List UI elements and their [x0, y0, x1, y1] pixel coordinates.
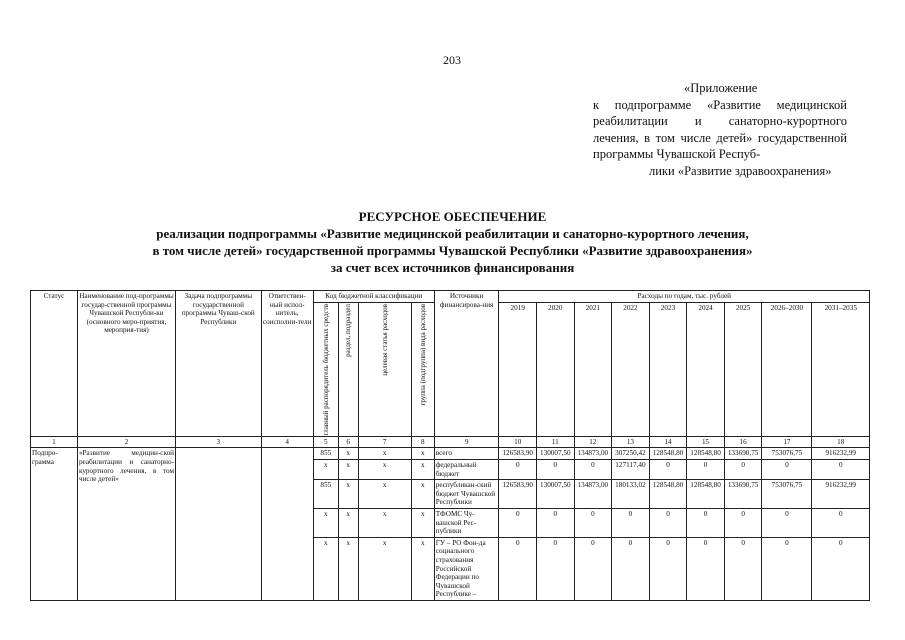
- value-cell: 126583,90: [499, 480, 537, 509]
- value-cell: 916232,99: [812, 448, 870, 460]
- value-cell: 0: [537, 537, 575, 600]
- title-line-1: РЕСУРСНОЕ ОБЕСПЕЧЕНИЕ: [358, 209, 547, 224]
- value-cell: 0: [724, 508, 762, 537]
- bc-section-cell: х: [338, 537, 358, 600]
- column-number: 9: [434, 436, 499, 448]
- bc-section-cell: х: [338, 460, 358, 480]
- column-number: 12: [574, 436, 612, 448]
- header-year: 2022: [612, 302, 650, 436]
- header-responsible: Ответствен-ный испол-нитель, соисполни-тели: [261, 291, 313, 437]
- value-cell: 133690,75: [724, 448, 762, 460]
- bc-section-cell: х: [338, 508, 358, 537]
- value-cell: 0: [537, 460, 575, 480]
- value-cell: 128548,80: [687, 480, 725, 509]
- header-year: 2024: [687, 302, 725, 436]
- column-number: 3: [176, 436, 262, 448]
- value-cell: 0: [649, 508, 687, 537]
- header-bc-main-manager: главный распорядитель бюджетных средств: [321, 303, 330, 435]
- value-cell: 307250,42: [612, 448, 650, 460]
- bc-group-cell: х: [411, 448, 434, 460]
- task-cell: [176, 448, 262, 601]
- column-number: 1: [31, 436, 78, 448]
- source-cell: ГУ – РО Фон-да социального страхования Российской Федерации по Чувашской Республике –: [434, 537, 499, 600]
- value-cell: 128548,80: [649, 480, 687, 509]
- value-cell: 0: [724, 537, 762, 600]
- header-bc-target-article: целевая статья расходов: [380, 303, 389, 376]
- value-cell: 0: [762, 508, 812, 537]
- column-number: 5: [313, 436, 338, 448]
- header-name: Наименование под-программы государ-ственной программы Чувашской Республи-ки (основного меро-приятия, мероприя-тия): [77, 291, 175, 437]
- column-number: 2: [77, 436, 175, 448]
- value-cell: 0: [574, 508, 612, 537]
- bc-target-cell: х: [358, 480, 411, 509]
- value-cell: 753076,75: [762, 480, 812, 509]
- header-bc-section: раздел, подраздел: [344, 303, 353, 357]
- bc-section-cell: х: [338, 480, 358, 509]
- subprogram-name-cell: «Развитие медицин-ской реабилитации и санаторно-курортного лечения, в том числе детей»: [77, 448, 175, 601]
- header-year: 2026–2030: [762, 302, 812, 436]
- value-cell: 0: [649, 460, 687, 480]
- header-year: 2021: [574, 302, 612, 436]
- value-cell: 0: [612, 508, 650, 537]
- bc-target-cell: х: [358, 537, 411, 600]
- column-numbers-row: [31, 436, 870, 448]
- header-year: 2020: [537, 302, 575, 436]
- column-number: 7: [358, 436, 411, 448]
- responsible-cell: [261, 448, 313, 601]
- value-cell: 128548,80: [649, 448, 687, 460]
- value-cell: 0: [499, 537, 537, 600]
- column-number: 4: [261, 436, 313, 448]
- appendix-line-3: лики «Развитие здравоохранения»: [649, 163, 832, 178]
- column-number: 11: [537, 436, 575, 448]
- appendix-note: [593, 80, 847, 179]
- bc-main-manager-cell: х: [313, 508, 338, 537]
- header-year: 2019: [499, 302, 537, 436]
- value-cell: 753076,75: [762, 448, 812, 460]
- header-year: 2031–2035: [812, 302, 870, 436]
- value-cell: 0: [649, 537, 687, 600]
- column-number: 15: [687, 436, 725, 448]
- header-sources: Источники финансирова-ния: [434, 291, 499, 437]
- value-cell: 127117,40: [612, 460, 650, 480]
- page-number: 203: [443, 53, 461, 67]
- value-cell: 133690,75: [724, 480, 762, 509]
- column-number: 16: [724, 436, 762, 448]
- value-cell: 0: [687, 537, 725, 600]
- source-cell: федеральный бюджет: [434, 460, 499, 480]
- title-line-3: в том числе детей» государственной программы Чувашской Республики «Развитие здравоохранения»: [152, 243, 753, 258]
- value-cell: 0: [499, 460, 537, 480]
- bc-main-manager-cell: 855: [313, 448, 338, 460]
- resource-table: [30, 290, 870, 601]
- bc-group-cell: х: [411, 537, 434, 600]
- value-cell: 0: [537, 508, 575, 537]
- bc-group-cell: х: [411, 480, 434, 509]
- bc-target-cell: х: [358, 508, 411, 537]
- column-number: 17: [762, 436, 812, 448]
- column-number: 14: [649, 436, 687, 448]
- appendix-line-2: к подпрограмме «Развитие медицинской реабилитации и санаторно-курортного лечения, в том числе детей» государственной программы Чувашской Респуб-: [593, 97, 847, 161]
- header-bc-expense-group: группа (подгруппа) вида расходов: [418, 303, 427, 406]
- bc-group-cell: х: [411, 508, 434, 537]
- header-task: Задача подпрограммы государственной программы Чуваш-ской Республики: [176, 291, 262, 437]
- value-cell: 180133,02: [612, 480, 650, 509]
- title-line-2: реализации подпрограммы «Развитие медицинской реабилитации и санаторно-курортного лечения,: [156, 226, 749, 241]
- column-number: 18: [812, 436, 870, 448]
- source-cell: всего: [434, 448, 499, 460]
- value-cell: 0: [812, 508, 870, 537]
- value-cell: 0: [724, 460, 762, 480]
- value-cell: 0: [762, 460, 812, 480]
- source-cell: республикан-ский бюджет Чувашской Республики: [434, 480, 499, 509]
- header-year: 2023: [649, 302, 687, 436]
- value-cell: 130007,50: [537, 480, 575, 509]
- column-number: 13: [612, 436, 650, 448]
- value-cell: 0: [812, 460, 870, 480]
- value-cell: 134873,00: [574, 448, 612, 460]
- value-cell: 130007,50: [537, 448, 575, 460]
- bc-target-cell: х: [358, 448, 411, 460]
- bc-main-manager-cell: 855: [313, 480, 338, 509]
- value-cell: 916232,99: [812, 480, 870, 509]
- column-number: 10: [499, 436, 537, 448]
- value-cell: 0: [812, 537, 870, 600]
- value-cell: 0: [687, 460, 725, 480]
- value-cell: 134873,00: [574, 480, 612, 509]
- header-status: Статус: [31, 291, 78, 437]
- value-cell: 126583,90: [499, 448, 537, 460]
- bc-group-cell: х: [411, 460, 434, 480]
- column-number: 8: [411, 436, 434, 448]
- bc-main-manager-cell: х: [313, 537, 338, 600]
- bc-target-cell: х: [358, 460, 411, 480]
- bc-section-cell: х: [338, 448, 358, 460]
- column-number: 6: [338, 436, 358, 448]
- status-cell: Подпро-грамма: [31, 448, 78, 601]
- bc-main-manager-cell: х: [313, 460, 338, 480]
- value-cell: 0: [574, 460, 612, 480]
- value-cell: 128548,80: [687, 448, 725, 460]
- header-budget-code: Код бюджетной классификации: [313, 291, 434, 303]
- table-row: [31, 448, 870, 460]
- appendix-line-1: «Приложение: [684, 81, 758, 95]
- value-cell: 0: [499, 508, 537, 537]
- value-cell: 0: [687, 508, 725, 537]
- header-year: 2025: [724, 302, 762, 436]
- value-cell: 0: [762, 537, 812, 600]
- source-cell: ТФОМС Чу-вашской Рес-публики: [434, 508, 499, 537]
- header-expenses: Расходы по годам, тыс. рублей: [499, 291, 870, 303]
- document-title: [0, 208, 905, 276]
- value-cell: 0: [612, 537, 650, 600]
- value-cell: 0: [574, 537, 612, 600]
- title-line-4: за счет всех источников финансирования: [330, 260, 575, 275]
